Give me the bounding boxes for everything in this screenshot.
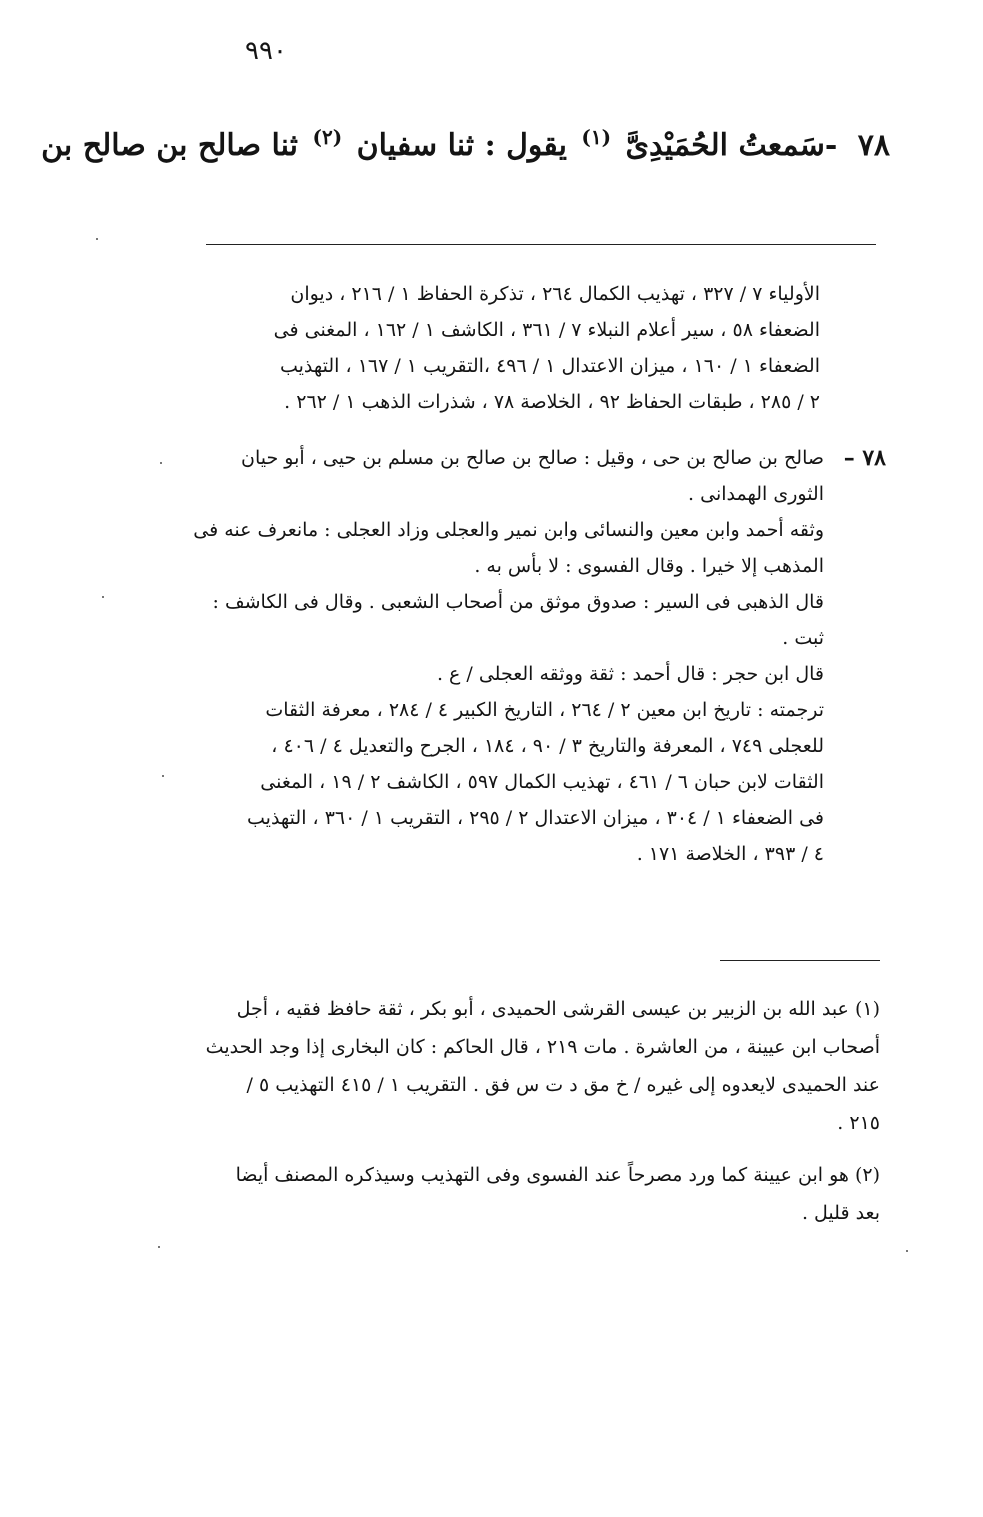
main-text-line (41, 114, 890, 169)
entry-first-line: صالح بن صالح بن حى ، وقيل : صالح بن صالح بن مسلم بن حيى ، أبو حيان (241, 447, 824, 469)
top-divider (206, 244, 876, 245)
entry-line: قال ابن حجر : قال أحمد : ثقة ووثقه العجلى / ع . (436, 663, 824, 685)
footnote-line: أصحاب ابن عيينة ، من العاشرة . مات ٢١٩ ، قال الحاكم : كان البخارى إذا وجد الحديث (205, 1036, 880, 1058)
footnote-2 (180, 1156, 880, 1232)
entry-line: الثقات لابن حبان ٦ / ٤٦١ ، تهذيب الكمال ٥٩٧ ، الكاشف ٢ / ١٩ ، المغنى (260, 771, 824, 793)
footnote-1 (180, 990, 880, 1142)
entry-line: المذهب إلا خيرا . وقال الفسوى : لا بأس به . (474, 555, 824, 577)
footnote-divider (720, 960, 880, 961)
footnote-marker-1: (١) (581, 125, 612, 149)
footnote-line: ٢١٥ . (837, 1112, 880, 1134)
main-entry-number: ٧٨ (857, 128, 890, 163)
entry-line: ثبت . (782, 627, 824, 649)
main-text-part-1: -سَمعتُ الحُمَيْدِىَّ (625, 128, 838, 163)
scan-speck (906, 1250, 908, 1252)
footnote-line: عند الحميدى لايعدوه إلى غيره / خ مق د ت س فق . التقريب ١ / ٤١٥ التهذيب ٥ / (246, 1074, 880, 1096)
entry-line: الثورى الهمدانى . (688, 483, 824, 505)
entry-line: ترجمته : تاريخ ابن معين ٢ / ٢٦٤ ، التاريخ الكبير ٤ / ٢٨٤ ، معرفة الثقات (265, 699, 824, 721)
footnotes-block (180, 990, 880, 1246)
previous-notes-block (190, 276, 820, 420)
footnote-line: بعد قليل . (801, 1202, 880, 1224)
previous-notes-line: الأولياء ٧ / ٣٢٧ ، تهذيب الكمال ٢٦٤ ، تذكرة الحفاظ ١ / ٢١٦ ، ديوان (290, 283, 820, 305)
entry-body (190, 476, 824, 872)
biography-entry (190, 440, 886, 872)
scan-speck (158, 1246, 160, 1248)
main-text-part-3: ثنا صالح بن صالح بن (41, 128, 299, 163)
previous-notes-line: الضعفاء ٥٨ ، سير أعلام النبلاء ٧ / ٣٦١ ، الكاشف ١ / ١٦٢ ، المغنى فى (273, 319, 820, 341)
previous-notes-line: الضعفاء ١ / ١٦٠ ، ميزان الاعتدال ١ / ٤٩٦ ،التقريب ١ / ١٦٧ ، التهذيب (279, 355, 820, 377)
page-number: ٩٩٠ (245, 36, 287, 66)
entry-number: ٧٨ – (843, 445, 886, 471)
entry-line: فى الضعفاء ١ / ٣٠٤ ، ميزان الاعتدال ٢ / ٢٩٥ ، التقريب ١ / ٣٦٠ ، التهذيب (247, 807, 824, 829)
scan-speck (102, 596, 104, 598)
entry-line: ٤ / ٣٩٣ ، الخلاصة ١٧١ . (636, 843, 824, 865)
entry-line: وثقه أحمد وابن معين والنسائى وابن نمير والعجلى وزاد العجلى : مانعرف عنه فى (193, 519, 824, 541)
previous-notes-line: ٢ / ٢٨٥ ، طبقات الحفاظ ٩٢ ، الخلاصة ٧٨ ، شذرات الذهب ١ / ٢٦٢ . (284, 391, 820, 413)
footnote-marker-2: (٢) (312, 125, 343, 149)
entry-head (190, 440, 886, 476)
footnote-line: (٢) هو ابن عيينة كما ورد مصرحاً عند الفسوى وفى التهذيب وسيذكره المصنف أيضا (235, 1164, 880, 1186)
main-text-part-2: يقول : ثنا سفيان (356, 128, 567, 163)
entry-line: قال الذهبى فى السير : صدوق موثق من أصحاب الشعبى . وقال فى الكاشف : (212, 591, 824, 613)
scan-speck (162, 775, 164, 777)
scan-speck (96, 238, 98, 240)
scan-speck (160, 462, 162, 464)
footnote-line: (١) عبد الله بن الزبير بن عيسى القرشى الحميدى ، أبو بكر ، ثقة حافظ فقيه ، أجل (236, 998, 880, 1020)
entry-line: للعجلى ٧٤٩ ، المعرفة والتاريخ ٣ / ٩٠ ، ١٨٤ ، الجرح والتعديل ٤ / ٤٠٦ ، (271, 735, 824, 757)
